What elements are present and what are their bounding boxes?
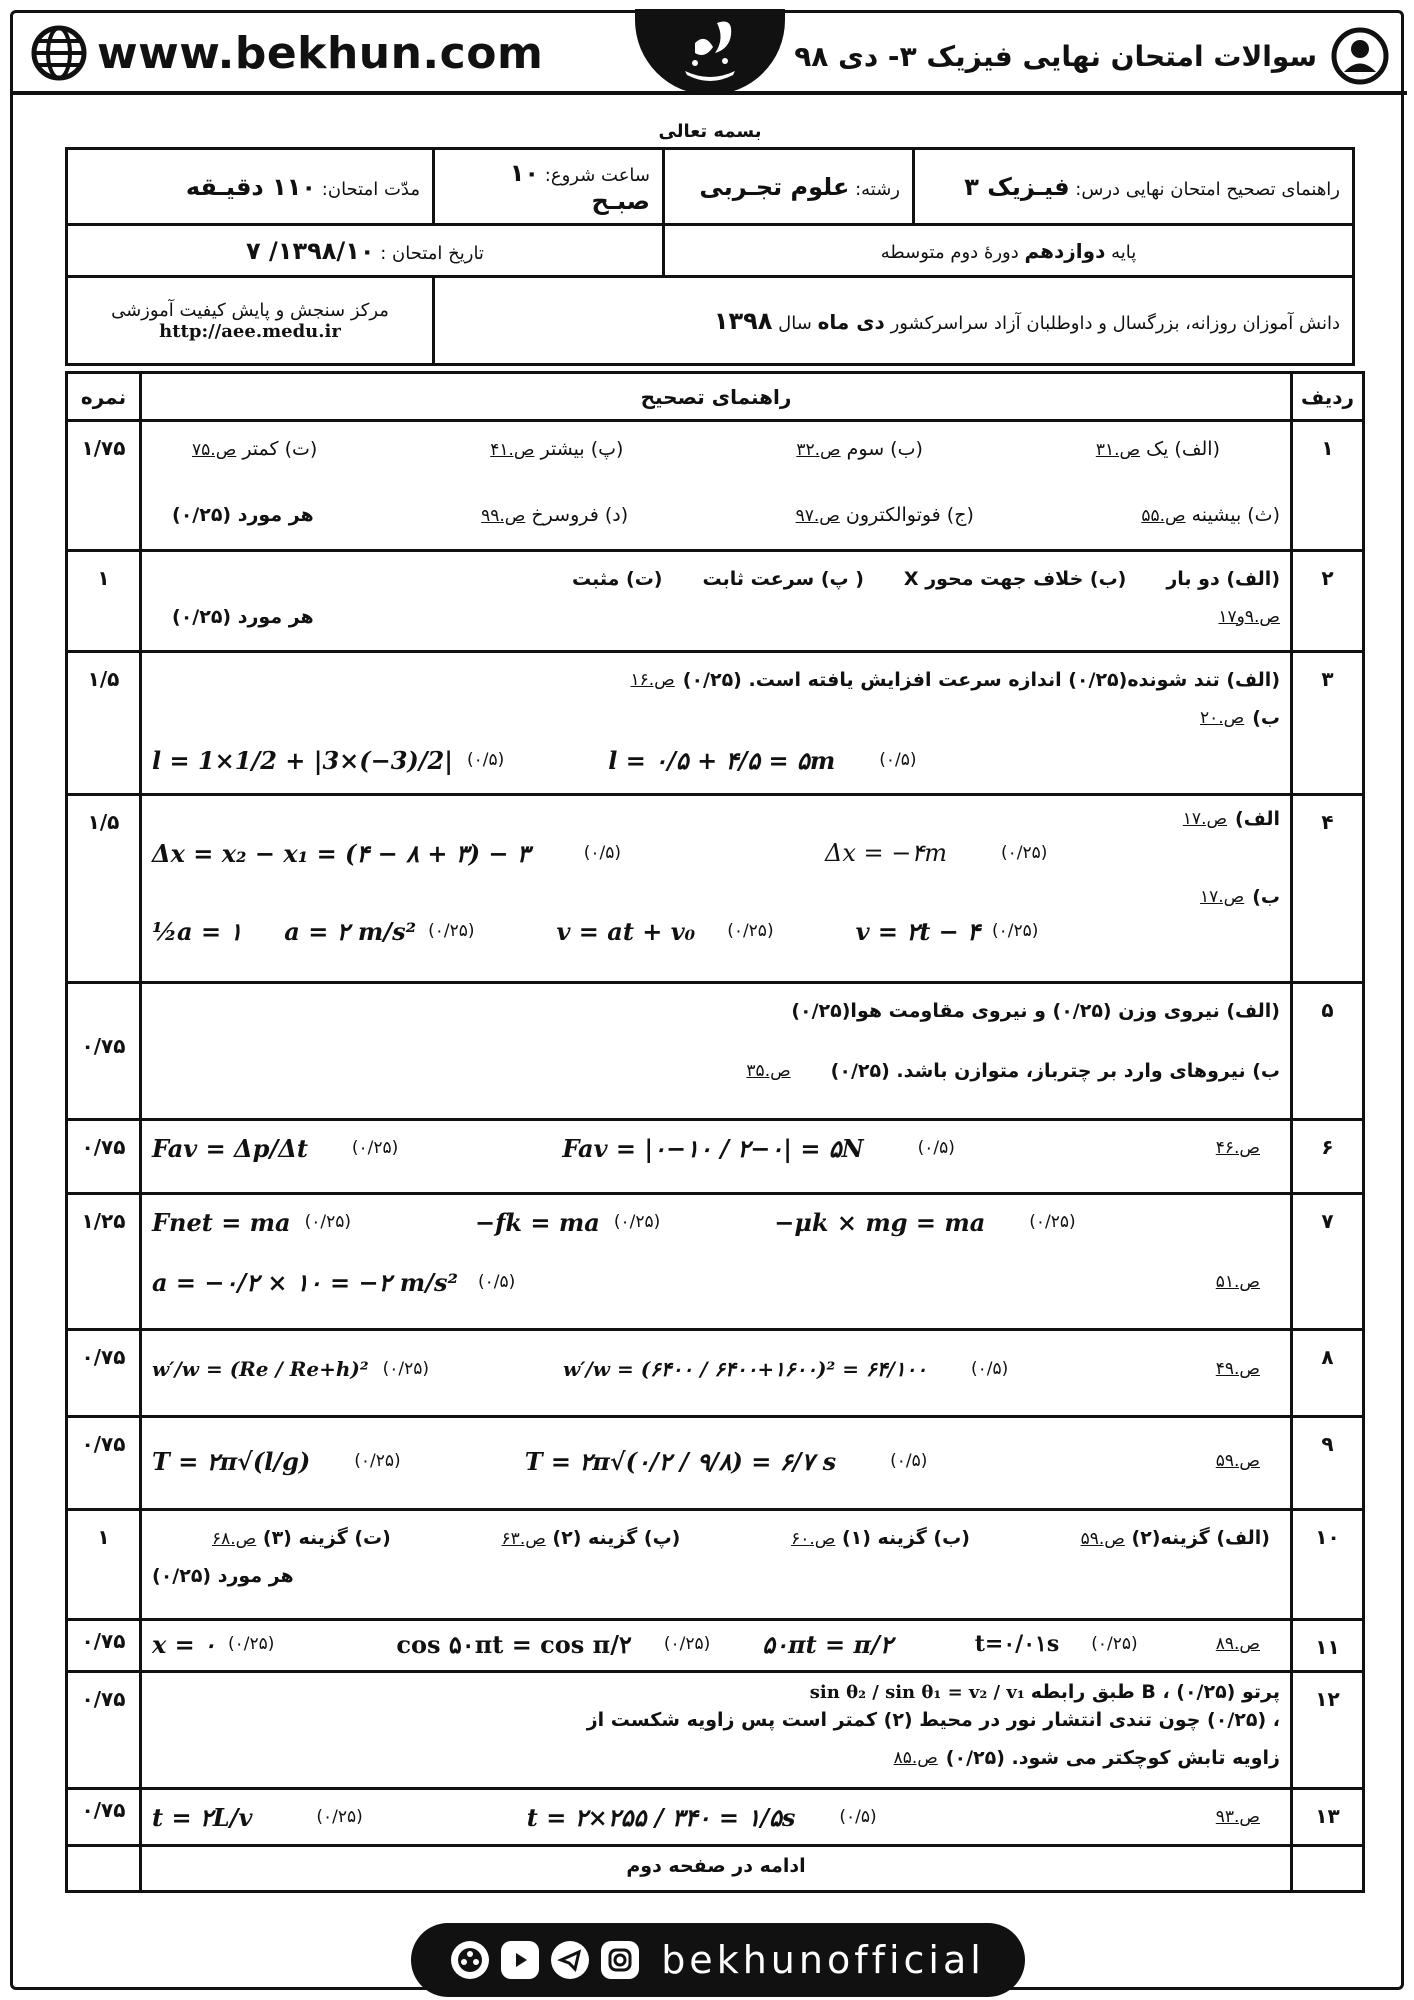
formula-points: (۰/۲۵) — [351, 1138, 399, 1158]
formula-points: (۰/۲۵) — [613, 1212, 661, 1232]
formula-displacement: Δx = x₂ − x₁ = (۴ − ۸ + ۳) − ۳ — [152, 838, 530, 868]
formula-acceleration: a = ۲ m/s² — [284, 916, 417, 946]
answer-d: (ت) گزینه (۳) — [262, 1527, 391, 1549]
formula-points: (۰/۵) — [466, 750, 505, 770]
row-content — [141, 1417, 1292, 1510]
row-score: ۰/۷۵ — [67, 1620, 141, 1672]
row-score: ۰/۷۵ — [67, 1672, 141, 1789]
table-row — [67, 1620, 1364, 1672]
page-ref: ص.۳۲ — [796, 440, 841, 460]
row-number: ۱۲ — [1292, 1672, 1364, 1789]
page-ref: ص.۳۱ — [1095, 440, 1141, 460]
formula-period: T = ۲π√(l/g) — [152, 1446, 311, 1476]
formula-weight-ratio: w′/w = (Re / Re+h)² — [152, 1357, 369, 1381]
formula-position: x = ۰ — [152, 1629, 217, 1659]
row-score: ۰/۷۵ — [67, 1120, 141, 1194]
answer-a: الف) — [1235, 808, 1280, 830]
formula-points: (۰/۵) — [890, 1451, 928, 1471]
user-icon — [1331, 27, 1389, 85]
youtube-icon[interactable] — [501, 1941, 539, 1979]
page-ref: ص.۲۰ — [1199, 708, 1245, 728]
page-ref: ص.۶۳ — [501, 1529, 546, 1549]
per-item-score: هر مورد (۰/۲۵) — [152, 1565, 294, 1587]
page-ref: ص.۳۵ — [746, 1061, 791, 1081]
row-content — [141, 652, 1292, 795]
page-ref: ص.۵۹ — [1215, 1451, 1260, 1471]
students-month: دی ماه — [817, 309, 885, 334]
formula-velocity: v = at + v₀ — [556, 916, 696, 946]
center-url[interactable]: http://aee.medu.ir — [159, 320, 341, 342]
page-frame — [10, 10, 1404, 1990]
social-footer — [411, 1923, 1025, 1997]
answer-a: (الف) تند شونده(۰/۲۵) اندازه سرعت افزایش یافته است. (۰/۲۵) — [682, 669, 1280, 691]
page-ref: ص.۸۵ — [893, 1748, 938, 1768]
formula-points: (۰/۵) — [583, 843, 622, 863]
formula-friction-coef: −μk × mg = ma — [774, 1207, 986, 1237]
answer-d: (ت) کمتر — [242, 438, 318, 460]
answer-b: ب) نیروهای وارد بر چترباز، متوازن باشد. (۰/۲۵) — [830, 1060, 1280, 1082]
page-ref: ص.۹۹ — [481, 506, 526, 526]
formula-points: (۰/۵) — [917, 1138, 955, 1158]
row-score: ۱ — [67, 1510, 141, 1620]
row-content — [141, 795, 1292, 983]
top-bar — [13, 13, 1407, 95]
answer-c: (پ) بیشتر — [540, 438, 624, 460]
answer-a: (الف) دو بار — [1166, 568, 1280, 590]
row-number: ۹ — [1292, 1417, 1364, 1510]
center-cell — [67, 277, 434, 365]
formula-points: (۰/۵) — [478, 1272, 516, 1292]
answer-a: (الف) نیروی وزن (۰/۲۵) و نیروی مقاومت هوا(۰/۲۵) — [791, 1000, 1280, 1022]
answer-e: (ث) بیشینه — [1191, 504, 1280, 526]
row-content — [141, 1330, 1292, 1417]
formula-points: (۰/۲۵) — [1001, 843, 1048, 863]
page-headline — [794, 27, 1389, 85]
page-ref: ص.۱۷ — [1182, 809, 1228, 829]
row-score: ۰/۷۵ — [67, 983, 141, 1120]
field-label: رشته: — [855, 178, 900, 200]
students-year-label: سال — [778, 312, 812, 334]
formula-points: (۰/۲۵) — [428, 921, 475, 941]
instagram-icon[interactable] — [601, 1941, 639, 1979]
center-name: مرکز سنجش و پایش کیفیت آموزشی — [111, 299, 389, 321]
answer-a: (الف) گزینه(۲) — [1131, 1527, 1270, 1549]
social-handle[interactable]: bekhunofficial — [661, 1938, 985, 1982]
formula-velocity-result: v = ۲t − ۴ — [855, 916, 981, 946]
page-ref: ص.۴۱ — [490, 440, 535, 460]
brand-logo — [635, 9, 785, 95]
empty-cell — [1292, 1846, 1364, 1892]
formula-half-a: ½a = ۱ — [152, 916, 243, 946]
answer-c: ( پ) سرعت ثابت — [702, 568, 864, 590]
row-score: ۱/۲۵ — [67, 1194, 141, 1330]
film-reel-icon[interactable] — [451, 1941, 489, 1979]
row-content — [141, 1672, 1292, 1789]
site-link[interactable] — [31, 25, 543, 81]
continue-note: ادامه در صفحه دوم — [141, 1846, 1292, 1892]
table-row — [67, 1510, 1364, 1620]
page-ref: ص.۶۸ — [212, 1529, 257, 1549]
page-ref: ص.۹۷ — [795, 506, 840, 526]
page-ref: ص.۵۹ — [1080, 1529, 1125, 1549]
page-ref: ص.۹و۱۷ — [1218, 607, 1280, 627]
table-row — [67, 795, 1364, 983]
table-row — [67, 1194, 1364, 1330]
row-number: ۸ — [1292, 1330, 1364, 1417]
col-row-header: ردیف — [1292, 373, 1364, 421]
row-number: ۱۳ — [1292, 1789, 1364, 1846]
formula-points: (۰/۲۵) — [304, 1212, 351, 1232]
row-content — [141, 421, 1292, 551]
formula-points: (۰/۲۵) — [663, 1634, 711, 1654]
page-ref: ص.۶۰ — [791, 1529, 836, 1549]
logo-emblem — [655, 13, 765, 91]
formula-points: (۰/۲۵) — [316, 1807, 363, 1827]
row-score: ۱/۷۵ — [67, 421, 141, 551]
duration-cell — [67, 149, 434, 225]
col-score-header: نمره — [67, 373, 141, 421]
row-number: ۳ — [1292, 652, 1364, 795]
date-value: ۱۳۹۸/۱۰/ ۷ — [246, 236, 375, 265]
row-content — [141, 1510, 1292, 1620]
formula-points: (۰/۲۵) — [1091, 1634, 1138, 1654]
formula-time: t=۰/۰۱s — [974, 1631, 1060, 1657]
snell-formula: sin θ₂ / sin θ₁ = v₂ / v₁ — [809, 1681, 1025, 1703]
row-content — [141, 1194, 1292, 1330]
table-row — [67, 551, 1364, 652]
formula-acceleration: a = −۰/۲ × ۱۰ = −۲ m/s² — [152, 1267, 458, 1297]
answer-a: (الف) یک — [1146, 438, 1220, 460]
table-row — [67, 1120, 1364, 1194]
page-ref: ص.۷۵ — [192, 440, 237, 460]
row-number: ۴ — [1292, 795, 1364, 983]
row-number: ۱۱ — [1292, 1620, 1364, 1672]
answer-b: (ب) سوم — [846, 438, 923, 460]
row-content — [141, 983, 1292, 1120]
table-row — [67, 1846, 1364, 1892]
formula-points: (۰/۵) — [879, 750, 917, 770]
formula-points: (۰/۲۵) — [1029, 1212, 1076, 1232]
page-ref: ص.۸۹ — [1215, 1634, 1260, 1654]
formula-result: t = ۲×۲۵۵ / ۳۴۰ = ۱/۵s — [526, 1802, 796, 1832]
grade-prefix: پایه — [1111, 241, 1137, 263]
basmala: بسمه تعالی — [658, 121, 762, 142]
duration-value: ۱۱۰ دقیـقه — [185, 172, 317, 201]
answer-b: (ب) خلاف جهت محور X — [903, 568, 1127, 590]
page-ref: ص.۵۵ — [1141, 506, 1186, 526]
formula-points: (۰/۲۵) — [382, 1359, 429, 1379]
answer-b: ب) — [1252, 886, 1280, 908]
date-label: تاریخ امتحان : — [380, 242, 484, 264]
table-row — [67, 983, 1364, 1120]
answer-f: (ج) فوتوالکترون — [845, 504, 974, 526]
telegram-icon[interactable] — [551, 1941, 589, 1979]
row-score: ۱/۵ — [67, 795, 141, 983]
page-ref: ص.۴۶ — [1215, 1138, 1260, 1158]
formula-result: l = ۰/۵ + ۴/۵ = ۵m — [608, 745, 836, 775]
answer-g: (د) فروسرخ — [531, 504, 629, 526]
table-row — [67, 1417, 1364, 1510]
table-row — [67, 1330, 1364, 1417]
grade-value: دوازدهم — [1024, 238, 1106, 263]
row-score: ۰/۷۵ — [67, 1789, 141, 1846]
field-cell — [664, 149, 914, 225]
grade-suffix: دورهٔ دوم متوسطه — [880, 241, 1019, 263]
date-cell — [67, 225, 664, 277]
formula-echo-time: t = ۲L/v — [152, 1802, 253, 1832]
students-text: دانش آموزان روزانه، بزرگسال و داوطلبان آزاد سراسرکشور — [890, 312, 1340, 334]
row-content — [141, 1120, 1292, 1194]
per-item-score: هر مورد (۰/۲۵) — [172, 606, 314, 628]
table-row — [67, 421, 1364, 551]
row-score: ۰/۷۵ — [67, 1330, 141, 1417]
formula-points: (۰/۵) — [839, 1807, 877, 1827]
globe-icon — [31, 25, 87, 81]
formula-points: (۰/۲۵) — [992, 921, 1039, 941]
answer-c: (پ) گزینه (۲) — [552, 1527, 681, 1549]
page-ref: ص.۱۶ — [630, 670, 675, 690]
answer-text-1: پرتو B ، (۰/۲۵) طبق رابطه — [1030, 1681, 1280, 1703]
row-number: ۶ — [1292, 1120, 1364, 1194]
empty-cell — [67, 1846, 141, 1892]
row-number: ۲ — [1292, 551, 1364, 652]
formula-path-length: l = 1×1/2 + |3×(−3)/2| — [152, 745, 453, 775]
row-number: ۱ — [1292, 421, 1364, 551]
start-label: ساعت شروع: — [544, 164, 650, 186]
formula-net-force: Fnet = ma — [152, 1207, 291, 1237]
students-year: ۱۳۹۸ — [713, 306, 773, 335]
per-item-score: هر مورد (۰/۲۵) — [172, 504, 314, 526]
page-ref: ص.۹۳ — [1215, 1807, 1260, 1827]
row-number: ۷ — [1292, 1194, 1364, 1330]
formula-cosine: cos ۵۰πt = cos π/۲ — [396, 1629, 632, 1659]
col-guide-header: راهنمای تصحیح — [141, 373, 1292, 421]
formula-result: w′/w = (۶۴۰۰ / ۶۴۰۰+۱۶۰۰)² = ۶۴/۱۰۰ — [563, 1357, 927, 1381]
formula-result: T = ۲π√(۰/۲ / ۹/۸) = ۶/۷ s — [524, 1446, 837, 1476]
course-label: راهنمای تصحیح امتحان نهایی درس: — [1075, 178, 1340, 200]
grade-cell — [664, 225, 1354, 277]
row-content — [141, 1789, 1292, 1846]
page-ref: ص.۱۷ — [1199, 887, 1245, 907]
row-number: ۱۰ — [1292, 1510, 1364, 1620]
students-cell — [434, 277, 1354, 365]
answer-b: (ب) گزینه (۱) — [841, 1527, 970, 1549]
row-content — [141, 1620, 1292, 1672]
row-score: ۰/۷۵ — [67, 1417, 141, 1510]
row-number: ۵ — [1292, 983, 1364, 1120]
field-value: علوم تجـربی — [699, 172, 850, 201]
course-cell — [914, 149, 1354, 225]
formula-result: Fav = |۰−۱۰ / ۲−۰| = ۵N — [562, 1133, 864, 1163]
start-value: ۱۰ صبـح — [509, 158, 650, 215]
answer-table — [65, 371, 1365, 1893]
start-cell — [434, 149, 664, 225]
exam-title: سوالات امتحان نهایی فیزیک ۳- دی ۹۸ — [794, 39, 1317, 73]
formula-points: (۰/۲۵) — [727, 921, 774, 941]
answer-text-3: زاویه تابش کوچکتر می شود. (۰/۲۵) — [945, 1747, 1280, 1769]
table-row — [67, 1789, 1364, 1846]
formula-points: (۰/۵) — [970, 1359, 1009, 1379]
row-score: ۱ — [67, 551, 141, 652]
answer-d: (ت) مثبت — [572, 568, 663, 590]
exam-info-table — [65, 147, 1355, 366]
formula-result: Δx = −۴m — [825, 839, 948, 867]
page-ref: ص.۴۹ — [1215, 1359, 1260, 1379]
answer-text-2: ، (۰/۲۵) چون تندی انتشار نور در محیط (۲) کمتر است پس زاویه شکست از — [586, 1709, 1280, 1731]
formula-points: (۰/۲۵) — [354, 1451, 401, 1471]
page-ref: ص.۵۱ — [1215, 1272, 1260, 1292]
row-content — [141, 551, 1292, 652]
formula-phase: ۵۰πt = π/۲ — [762, 1629, 893, 1659]
answer-b: ب) — [1252, 707, 1280, 729]
table-row — [67, 652, 1364, 795]
site-url[interactable]: www.bekhun.com — [97, 27, 544, 79]
formula-friction: −fk = ma — [475, 1207, 600, 1237]
formula-points: (۰/۲۵) — [228, 1634, 275, 1654]
table-row — [67, 1672, 1364, 1789]
course-value: فیـزیک ۳ — [964, 172, 1070, 201]
formula-avg-force: Fav = Δp/Δt — [152, 1133, 308, 1163]
duration-label: مدّت امتحان: — [321, 178, 420, 200]
row-score: ۱/۵ — [67, 652, 141, 795]
